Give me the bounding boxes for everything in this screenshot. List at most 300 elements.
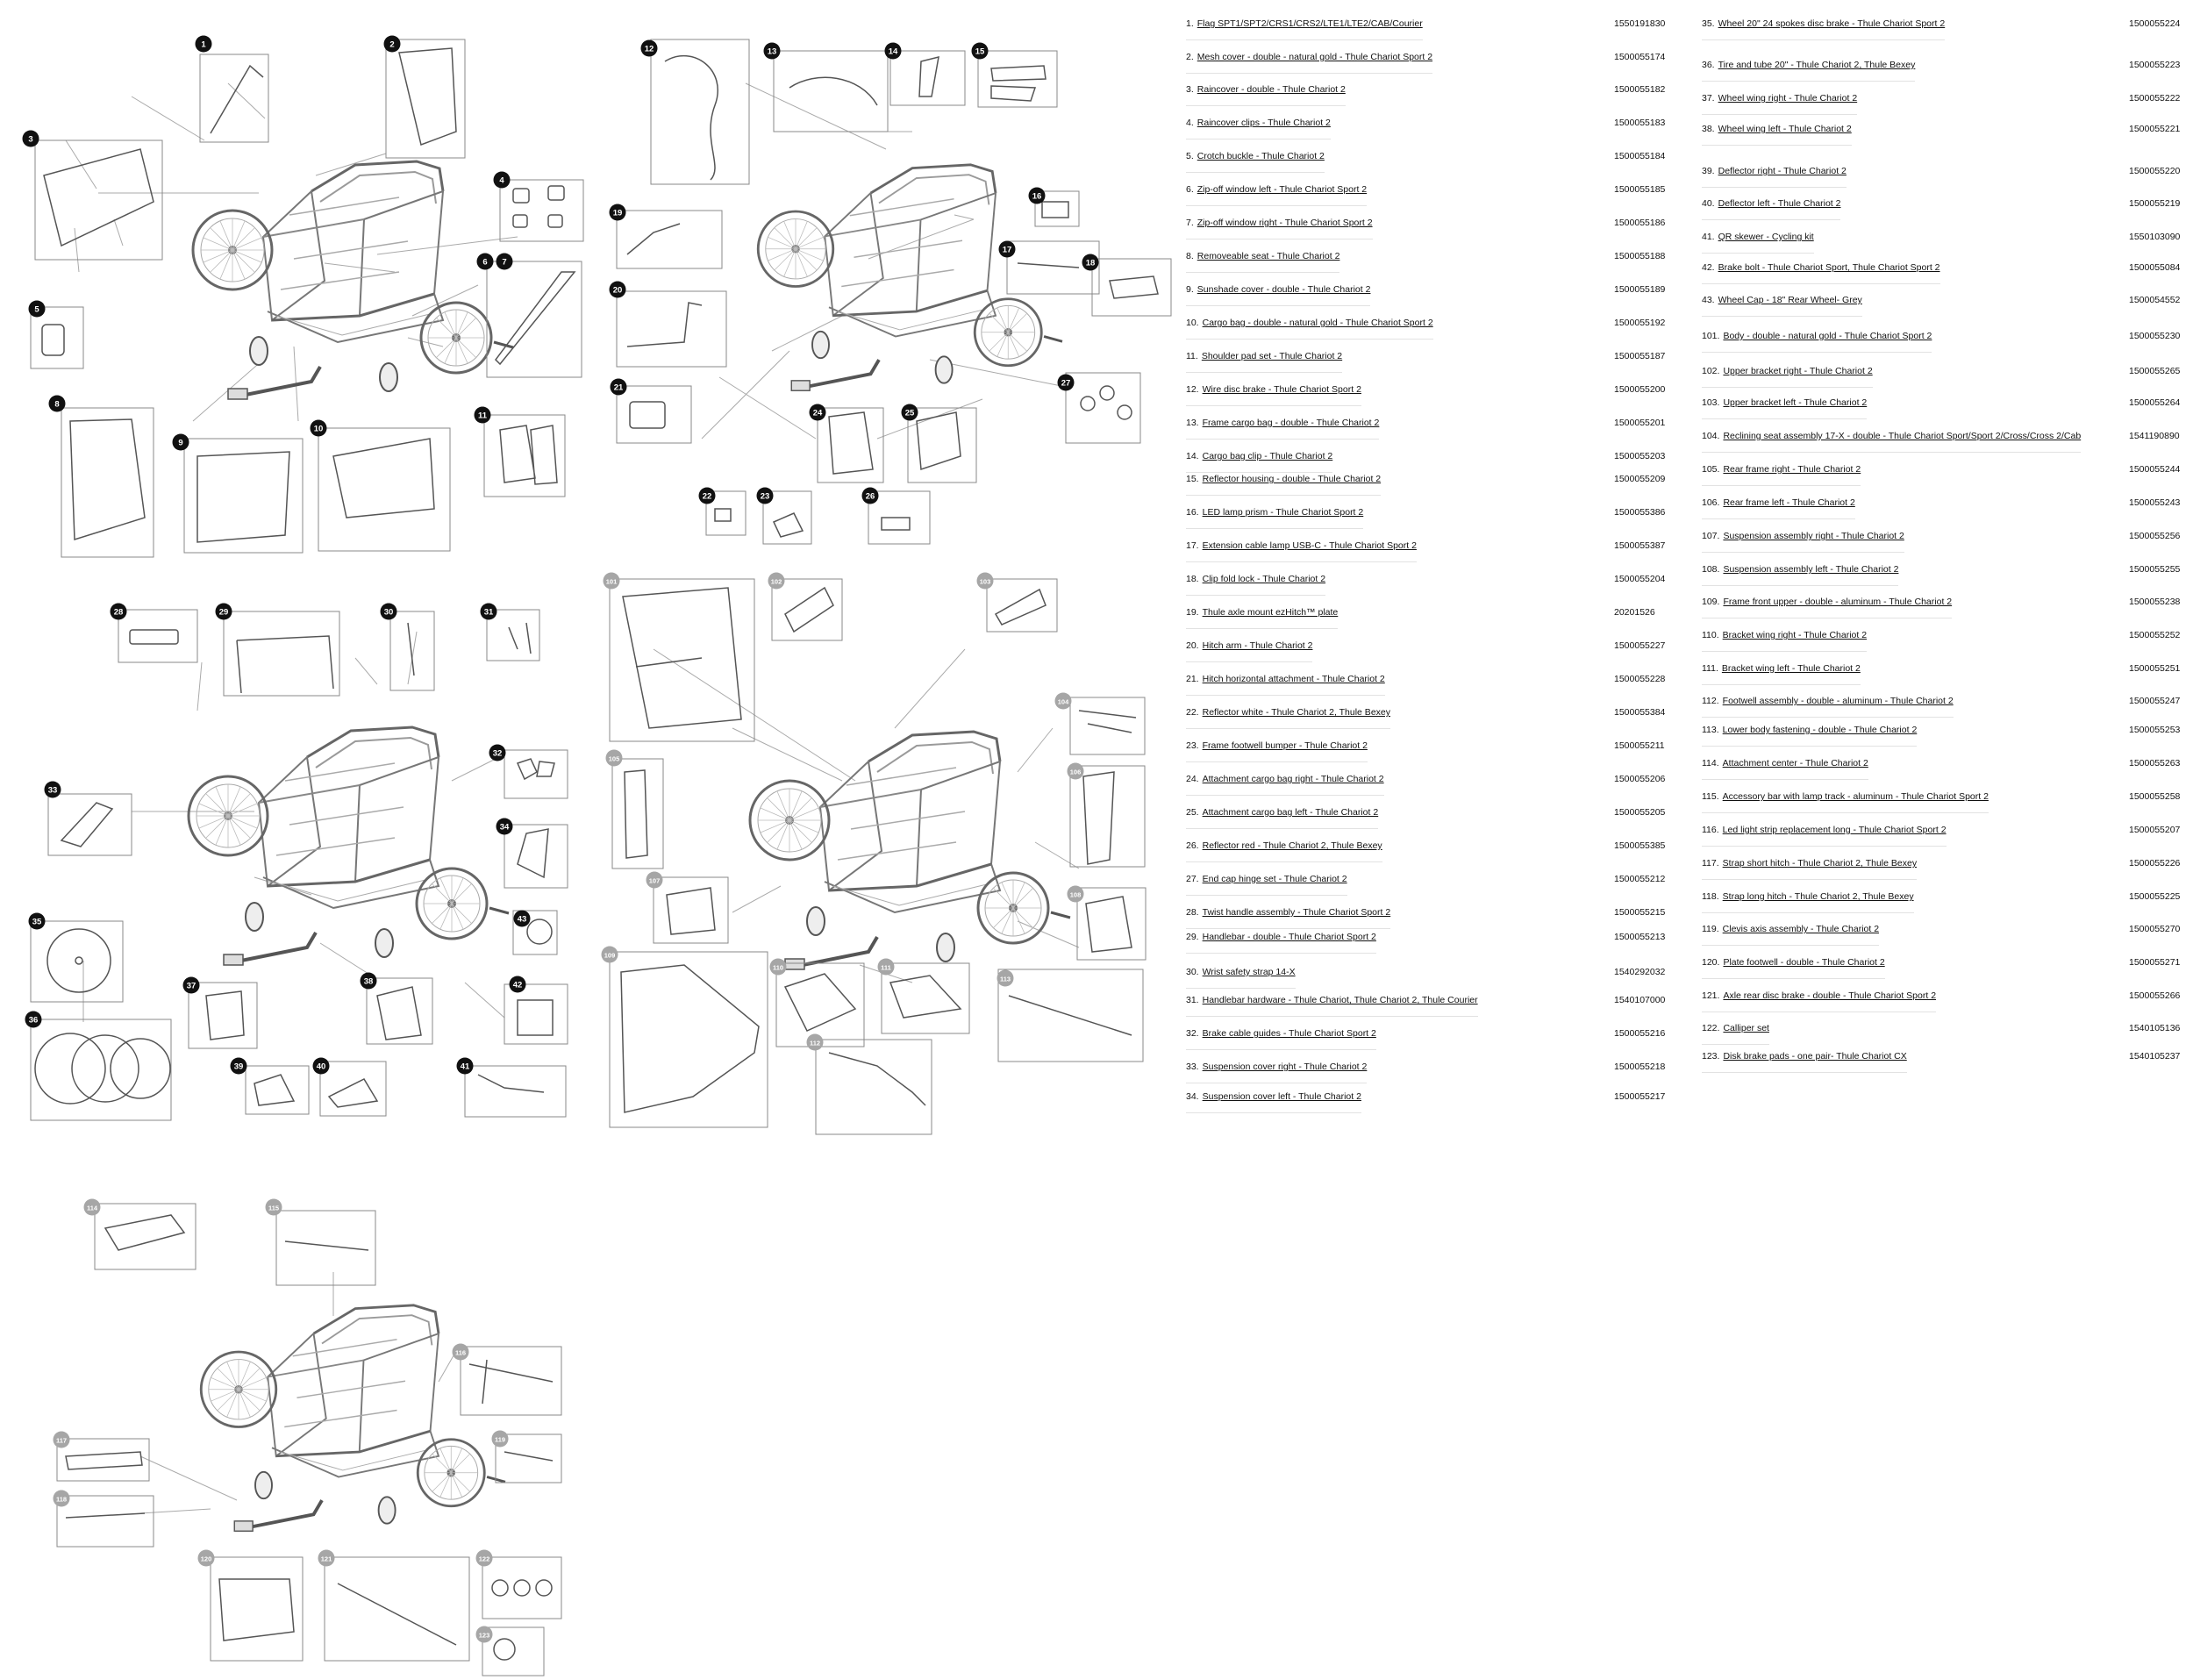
part-number: 26.	[1186, 840, 1199, 851]
callout-15	[972, 43, 989, 60]
part-row	[1186, 802, 1666, 823]
callout-13	[764, 43, 781, 60]
part-code: 1500055271	[2129, 957, 2181, 968]
callout-105	[606, 750, 623, 767]
part-row	[1186, 1056, 1666, 1077]
part-number: 41.	[1702, 232, 1715, 242]
part-code: 1500055384	[1614, 707, 1666, 718]
part-row	[1702, 193, 2181, 214]
part-name-link[interactable]: Zip-off window right - Thule Chariot Sport 2	[1197, 218, 1373, 228]
callout-1	[196, 36, 212, 53]
part-name-link[interactable]: Reflector housing - double - Thule Chariot 2	[1202, 474, 1382, 484]
part-name-link[interactable]: Axle rear disc brake - double - Thule Chariot Sport 2	[1723, 990, 1937, 1001]
part-number: 103.	[1702, 397, 1720, 408]
callout-5	[29, 301, 46, 318]
callout-number: 102	[770, 577, 782, 586]
callout-number: 118	[55, 1495, 68, 1504]
part-name-link[interactable]: Deflector left - Thule Chariot 2	[1718, 198, 1841, 209]
callout-number: 39	[233, 1062, 244, 1072]
callout-number: 109	[604, 951, 616, 960]
callout-number: 7	[502, 257, 507, 268]
part-number: 28.	[1186, 907, 1199, 918]
part-name-link[interactable]: Plate footwell - double - Thule Chariot 2	[1723, 957, 1885, 968]
part-code: 1500055206	[1614, 774, 1666, 784]
callout-25	[902, 404, 918, 421]
callout-number: 120	[200, 1555, 212, 1563]
callout-114	[84, 1199, 101, 1216]
part-number: 19.	[1186, 607, 1199, 618]
part-number: 101.	[1702, 331, 1720, 341]
part-code: 1500055243	[2129, 497, 2181, 508]
part-name-link[interactable]: Suspension cover left - Thule Chariot 2	[1202, 1091, 1361, 1102]
callout-10	[311, 420, 327, 437]
callout-31	[481, 604, 497, 620]
part-name-link[interactable]: Bracket wing right - Thule Chariot 2	[1722, 630, 1868, 640]
part-number: 105.	[1702, 464, 1720, 475]
callout-number: 123	[478, 1631, 490, 1640]
part-name-link[interactable]: Zip-off window left - Thule Chariot Sport 2	[1197, 184, 1368, 195]
part-name-link[interactable]: Cargo bag clip - Thule Chariot 2	[1202, 451, 1333, 461]
part-code: 1500055203	[1614, 451, 1666, 461]
part-name-link[interactable]: Upper bracket right - Thule Chariot 2	[1723, 366, 1873, 376]
part-code: 1500055263	[2129, 758, 2181, 769]
callout-110	[770, 959, 787, 976]
part-code: 20201526	[1614, 607, 1655, 618]
callout-number: 119	[494, 1435, 506, 1444]
callout-number: 110	[772, 963, 784, 972]
part-row	[1186, 179, 1666, 200]
part-row	[1702, 118, 2181, 139]
part-name-link[interactable]: Disk brake pads - one pair- Thule Chariot CX	[1723, 1051, 1907, 1062]
callout-number: 41	[460, 1062, 470, 1072]
part-code: 1500055247	[2129, 696, 2181, 706]
callout-number: 36	[28, 1015, 39, 1026]
part-code: 1500055189	[1614, 284, 1666, 295]
part-row	[1702, 88, 2181, 109]
part-name-link[interactable]: Shoulder pad set - Thule Chariot 2	[1201, 351, 1343, 361]
part-name-link[interactable]: Rear frame left - Thule Chariot 2	[1723, 497, 1855, 508]
part-code: 1500055186	[1614, 218, 1666, 228]
part-name-link[interactable]: Hitch arm - Thule Chariot 2	[1202, 640, 1313, 651]
part-row	[1186, 602, 1655, 623]
callout-number: 19	[612, 208, 623, 218]
part-number: 5.	[1186, 151, 1194, 161]
part-number: 107.	[1702, 531, 1720, 541]
part-number: 16.	[1186, 507, 1199, 518]
part-code: 1500055253	[2129, 725, 2181, 735]
part-code: 1500055220	[2129, 166, 2181, 176]
part-code: 1500055244	[2129, 464, 2181, 475]
callout-37	[183, 977, 200, 994]
part-row	[1186, 702, 1666, 723]
part-code: 1500055184	[1614, 151, 1666, 161]
part-number: 22.	[1186, 707, 1199, 718]
callout-number: 108	[1069, 890, 1082, 899]
part-row	[1702, 54, 2181, 75]
part-row	[1702, 525, 2181, 547]
callout-30	[381, 604, 397, 620]
callout-119	[492, 1431, 509, 1448]
part-name-link[interactable]: Accessory bar with lamp track - aluminum - Thule Chariot Sport 2	[1722, 791, 1989, 802]
part-code: 1500055183	[1614, 118, 1666, 128]
part-row	[1702, 161, 2181, 182]
part-code: 1500055200	[1614, 384, 1666, 395]
part-row	[1186, 312, 1666, 333]
part-row	[1186, 869, 1666, 890]
part-code: 1540292032	[1614, 967, 1666, 977]
part-code: 1540105237	[2129, 1051, 2181, 1062]
callout-26	[862, 488, 879, 504]
part-code: 1500055084	[2129, 262, 2181, 273]
part-number: 6.	[1186, 184, 1194, 195]
part-name-link[interactable]: Handlebar hardware - Thule Chariot, Thule Chariot 2, Thule Courier	[1202, 995, 1478, 1005]
part-row	[1186, 13, 1666, 34]
part-name-link[interactable]: Wheel wing right - Thule Chariot 2	[1718, 93, 1858, 104]
part-code: 1541190890	[2129, 431, 2180, 441]
callout-number: 28	[113, 607, 124, 618]
part-number: 111.	[1702, 663, 1718, 674]
callout-108	[1068, 886, 1084, 903]
callout-number: 8	[54, 399, 60, 410]
part-name-link[interactable]: Suspension cover right - Thule Chariot 2	[1202, 1062, 1368, 1072]
part-name-link[interactable]: Handlebar - double - Thule Chariot Sport 2	[1202, 932, 1376, 942]
part-code: 1500055386	[1614, 507, 1666, 518]
callout-number: 40	[316, 1062, 326, 1072]
part-row	[1702, 786, 2181, 807]
part-number: 15.	[1186, 474, 1199, 484]
callout-32	[489, 745, 506, 761]
part-number: 29.	[1186, 932, 1199, 942]
part-number: 13.	[1186, 418, 1199, 428]
callout-number: 21	[613, 382, 624, 393]
part-name-link[interactable]: Wheel Cap - 18" Rear Wheel- Grey	[1718, 295, 1862, 305]
part-row	[1702, 658, 2181, 679]
part-name-link[interactable]: Twist handle assembly - Thule Chariot Sport 2	[1202, 907, 1391, 918]
part-number: 106.	[1702, 497, 1720, 508]
part-name-link[interactable]: Crotch buckle - Thule Chariot 2	[1197, 151, 1325, 161]
part-name-link[interactable]: Reclining seat assembly 17-X - double - Thule Chariot Sport/Sport 2/Cross/Cross 2/Cab	[1723, 431, 2082, 441]
part-number: 37.	[1702, 93, 1715, 104]
part-name-link[interactable]: Reflector red - Thule Chariot 2, Thule Bexey	[1202, 840, 1382, 851]
callout-number: 101	[605, 577, 618, 586]
callout-number: 115	[268, 1204, 280, 1212]
callout-4	[494, 172, 511, 189]
part-name-link[interactable]: Thule axle mount ezHitch™ plate	[1202, 607, 1339, 618]
part-number: 27.	[1186, 874, 1199, 884]
part-name-link[interactable]: Wheel wing left - Thule Chariot 2	[1718, 124, 1852, 134]
part-number: 109.	[1702, 597, 1720, 607]
part-number: 110.	[1702, 630, 1719, 640]
callout-number: 30	[383, 607, 394, 618]
part-name-link[interactable]: Flag SPT1/SPT2/CRS1/CRS2/LTE1/LTE2/CAB/Courier	[1197, 18, 1423, 29]
callout-41	[457, 1058, 474, 1075]
callout-number: 107	[648, 876, 661, 885]
part-row	[1702, 290, 2181, 311]
callout-42	[510, 976, 526, 993]
callout-number: 32	[492, 748, 503, 759]
callout-number: 103	[979, 577, 991, 586]
callout-43	[514, 911, 531, 927]
callout-111	[878, 959, 895, 976]
callout-number: 9	[178, 438, 183, 448]
part-number: 104.	[1702, 431, 1720, 441]
part-name-link[interactable]: Led light strip replacement long - Thule Chariot Sport 2	[1722, 825, 1947, 835]
callout-number: 15	[975, 46, 985, 57]
part-row	[1186, 1086, 1666, 1107]
callout-14	[885, 43, 902, 60]
part-name-link[interactable]: Attachment cargo bag right - Thule Chariot 2	[1202, 774, 1384, 784]
part-code: 1500055187	[1614, 351, 1666, 361]
part-code: 1500055192	[1614, 318, 1666, 328]
callout-number: 43	[517, 914, 527, 925]
part-name-link[interactable]: Removeable seat - Thule Chariot 2	[1197, 251, 1340, 261]
part-row	[1702, 985, 2181, 1006]
part-name-link[interactable]: Attachment cargo bag left - Thule Chariot 2	[1202, 807, 1379, 818]
part-name-link[interactable]: Attachment center - Thule Chariot 2	[1722, 758, 1868, 769]
part-name-link[interactable]: Wrist safety strap 14-X	[1202, 967, 1296, 977]
callout-number: 27	[1061, 378, 1071, 389]
part-name-link[interactable]: Frame cargo bag - double - Thule Chariot 2	[1202, 418, 1380, 428]
part-name-link[interactable]: QR skewer - Cycling kit	[1718, 232, 1814, 242]
part-code: 1500055207	[2129, 825, 2181, 835]
callout-number: 5	[34, 304, 39, 315]
callout-27	[1058, 375, 1075, 391]
part-number: 7.	[1186, 218, 1194, 228]
part-code: 1500055238	[2129, 597, 2181, 607]
part-code: 1500055252	[2129, 630, 2181, 640]
callout-number: 104	[1057, 697, 1069, 706]
part-row	[1702, 257, 2181, 278]
part-name-link[interactable]: Clevis axis assembly - Thule Chariot 2	[1722, 924, 1880, 934]
callout-33	[45, 782, 61, 798]
callout-22	[699, 488, 716, 504]
part-name-link[interactable]: LED lamp prism - Thule Chariot Sport 2	[1202, 507, 1364, 518]
part-row	[1702, 492, 2181, 513]
part-code: 1500055226	[2129, 858, 2181, 869]
part-row	[1186, 146, 1666, 167]
part-code: 1500055266	[2129, 990, 2181, 1001]
callout-number: 34	[499, 822, 510, 833]
part-number: 118.	[1702, 891, 1719, 902]
part-name-link[interactable]: End cap hinge set - Thule Chariot 2	[1202, 874, 1347, 884]
part-code: 1500055205	[1614, 807, 1666, 818]
part-name-link[interactable]: Rear frame right - Thule Chariot 2	[1723, 464, 1861, 475]
callout-badges	[23, 36, 1099, 1643]
part-name-link[interactable]: Clip fold lock - Thule Chariot 2	[1202, 574, 1326, 584]
part-number: 112.	[1702, 696, 1719, 706]
part-name-link[interactable]: Brake cable guides - Thule Chariot Sport 2	[1202, 1028, 1376, 1039]
callout-number: 106	[1069, 768, 1082, 776]
part-code: 1500054552	[2129, 295, 2181, 305]
part-name-link[interactable]: Wheel 20" 24 spokes disc brake - Thule Chariot Sport 2	[1718, 18, 1946, 29]
callout-107	[646, 872, 663, 889]
part-number: 9.	[1186, 284, 1194, 295]
part-code: 1500055223	[2129, 60, 2181, 70]
part-number: 36.	[1702, 60, 1715, 70]
part-row	[1186, 668, 1666, 690]
callout-3	[23, 131, 39, 147]
part-number: 23.	[1186, 740, 1199, 751]
part-name-link[interactable]: Raincover - double - Thule Chariot 2	[1197, 84, 1346, 95]
part-row	[1186, 926, 1666, 947]
part-code: 1500055174	[1614, 52, 1666, 62]
part-code: 1500055218	[1614, 1062, 1666, 1072]
part-row	[1186, 246, 1666, 267]
part-number: 120.	[1702, 957, 1720, 968]
callout-11	[475, 407, 491, 424]
part-name-link[interactable]: Lower body fastening - double - Thule Chariot 2	[1722, 725, 1918, 735]
part-row	[1186, 212, 1666, 233]
callout-number: 114	[86, 1204, 98, 1212]
part-code: 1500055222	[2129, 93, 2181, 104]
callout-number: 23	[760, 491, 770, 502]
part-code: 1500055188	[1614, 251, 1666, 261]
part-code: 1500055213	[1614, 932, 1666, 942]
part-name-link[interactable]: Hitch horizontal attachment - Thule Chariot 2	[1202, 674, 1385, 684]
callout-number: 3	[28, 134, 33, 145]
callout-number: 10	[313, 424, 324, 434]
part-row	[1702, 226, 2181, 247]
part-row	[1702, 753, 2181, 774]
part-number: 10.	[1186, 318, 1199, 328]
part-name-link[interactable]: Wire disc brake - Thule Chariot Sport 2	[1202, 384, 1361, 395]
callout-8	[49, 396, 66, 412]
part-number: 18.	[1186, 574, 1199, 584]
part-name-link[interactable]: Calliper set	[1723, 1023, 1769, 1033]
part-name-link[interactable]: Sunshade cover - double - Thule Chariot 2	[1197, 284, 1371, 295]
callout-24	[810, 404, 826, 421]
part-code: 1500055211	[1614, 740, 1665, 751]
callout-number: 11	[477, 411, 488, 421]
callout-number: 20	[612, 285, 623, 296]
part-code: 1500055182	[1614, 84, 1666, 95]
part-row	[1186, 468, 1666, 490]
part-number: 40.	[1702, 198, 1715, 209]
callout-29	[216, 604, 232, 620]
callout-number: 24	[812, 408, 823, 418]
part-number: 25.	[1186, 807, 1199, 818]
part-row	[1702, 459, 2181, 480]
callout-number: 14	[888, 46, 898, 57]
part-name-link[interactable]: Body - double - natural gold - Thule Chariot Sport 2	[1723, 331, 1932, 341]
part-number: 34.	[1186, 1091, 1199, 1102]
callout-102	[768, 573, 785, 590]
callout-122	[476, 1550, 493, 1567]
part-name-link[interactable]: Footwell assembly - double - aluminum - Thule Chariot 2	[1722, 696, 1954, 706]
part-number: 123.	[1702, 1051, 1720, 1062]
callout-21	[611, 379, 627, 396]
part-code: 1500055264	[2129, 397, 2181, 408]
part-name-link[interactable]: Extension cable lamp USB-C - Thule Chariot Sport 2	[1202, 540, 1417, 551]
part-row	[1702, 625, 2181, 646]
part-row	[1186, 962, 1666, 983]
callout-120	[198, 1550, 215, 1567]
part-row	[1702, 853, 2181, 874]
part-number: 113.	[1702, 725, 1719, 735]
callout-38	[361, 973, 377, 990]
part-code: 1500055204	[1614, 574, 1666, 584]
part-code: 1500055212	[1614, 874, 1666, 884]
callout-101	[604, 573, 620, 590]
callout-7	[496, 254, 513, 270]
part-name-link[interactable]: Frame front upper - double - aluminum - Thule Chariot 2	[1723, 597, 1953, 607]
part-row	[1702, 361, 2181, 382]
part-number: 33.	[1186, 1062, 1199, 1072]
callout-number: 25	[904, 408, 915, 418]
part-number: 43.	[1702, 295, 1715, 305]
part-number: 38.	[1702, 124, 1715, 134]
part-name-link[interactable]: Reflector white - Thule Chariot 2, Thule Bexey	[1202, 707, 1390, 718]
callout-116	[453, 1344, 469, 1361]
callout-16	[1029, 188, 1046, 204]
callout-number: 113	[999, 975, 1011, 983]
callout-number: 112	[809, 1039, 821, 1047]
part-name-link[interactable]: Brake bolt - Thule Chariot Sport, Thule Chariot Sport 2	[1718, 262, 1940, 273]
part-number: 102.	[1702, 366, 1720, 376]
callout-number: 122	[478, 1555, 490, 1563]
callout-123	[476, 1626, 493, 1643]
part-name-link[interactable]: Mesh cover - double - natural gold - Thule Chariot Sport 2	[1197, 52, 1433, 62]
part-row	[1186, 446, 1666, 467]
part-code: 1500055251	[2129, 663, 2181, 674]
part-name-link[interactable]: Suspension assembly left - Thule Chariot 2	[1723, 564, 1899, 575]
part-name-link[interactable]: Deflector right - Thule Chariot 2	[1718, 166, 1847, 176]
part-name-link[interactable]: Raincover clips - Thule Chariot 2	[1197, 118, 1331, 128]
part-number: 35.	[1702, 18, 1715, 29]
part-number: 4.	[1186, 118, 1194, 128]
part-name-link[interactable]: Cargo bag - double - natural gold - Thule Chariot Sport 2	[1202, 318, 1433, 328]
part-name-link[interactable]: Frame footwell bumper - Thule Chariot 2	[1202, 740, 1368, 751]
callout-20	[610, 282, 626, 298]
part-number: 122.	[1702, 1023, 1720, 1033]
part-name-link[interactable]: Strap long hitch - Thule Chariot 2, Thule Bexey	[1722, 891, 1914, 902]
part-name-link[interactable]: Tire and tube 20" - Thule Chariot 2, Thule Bexey	[1718, 60, 1916, 70]
part-row	[1186, 568, 1666, 590]
part-code: 1540107000	[1614, 995, 1666, 1005]
part-number: 114.	[1702, 758, 1719, 769]
callout-2	[384, 36, 401, 53]
part-row	[1702, 690, 2181, 711]
part-number: 42.	[1702, 262, 1715, 273]
part-code: 1500055224	[2129, 18, 2181, 29]
part-code: 1500055265	[2129, 366, 2181, 376]
part-name-link[interactable]: Upper bracket left - Thule Chariot 2	[1723, 397, 1868, 408]
callout-number: 29	[218, 607, 229, 618]
part-row	[1186, 990, 1666, 1011]
part-number: 30.	[1186, 967, 1199, 977]
part-name-link[interactable]: Strap short hitch - Thule Chariot 2, Thule Bexey	[1722, 858, 1918, 869]
callout-106	[1068, 763, 1084, 780]
part-number: 24.	[1186, 774, 1199, 784]
part-name-link[interactable]: Suspension assembly right - Thule Chariot 2	[1723, 531, 1904, 541]
part-row	[1702, 819, 2181, 840]
part-row	[1702, 325, 2181, 347]
part-number: 115.	[1702, 791, 1719, 802]
part-row	[1702, 952, 2181, 973]
callout-number: 117	[55, 1436, 68, 1445]
part-code: 1500055225	[2129, 891, 2181, 902]
callout-9	[173, 434, 189, 451]
callout-number: 121	[320, 1555, 332, 1563]
part-row	[1702, 719, 2181, 740]
callout-12	[641, 40, 658, 57]
callout-103	[977, 573, 994, 590]
part-number: 2.	[1186, 52, 1194, 62]
callout-28	[111, 604, 127, 620]
callout-number: 6	[482, 257, 488, 268]
part-name-link[interactable]: Bracket wing left - Thule Chariot 2	[1721, 663, 1861, 674]
callout-109	[602, 947, 618, 963]
